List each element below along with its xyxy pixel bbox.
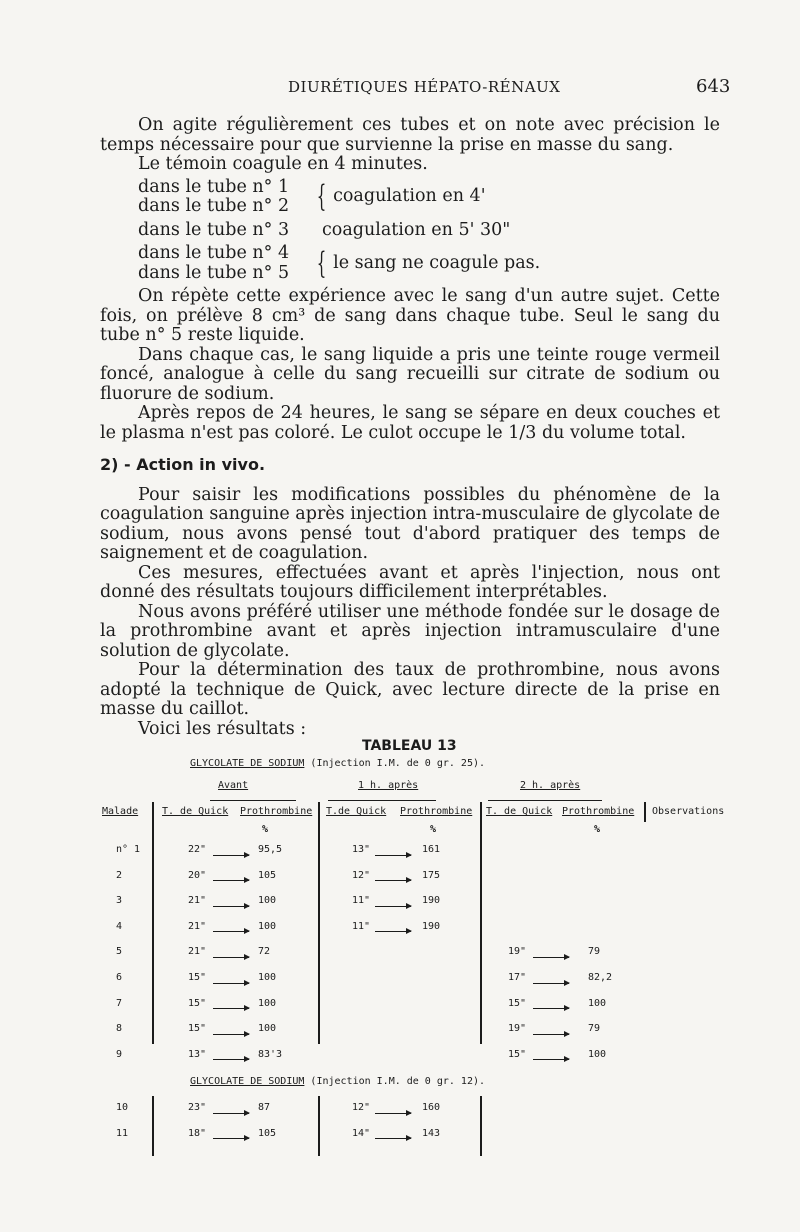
- brace-icon: {: [316, 179, 327, 214]
- cell-avant-proth: 100: [258, 972, 277, 983]
- group-header-1h: 1 h. après: [358, 780, 419, 791]
- paragraph: Après repos de 24 heures, le sang se sépare en deux couches et le plasma n'est pas coloré. Le culot occupe le 1/3 du volume total.: [100, 403, 720, 443]
- cell-1h-time: 11": [352, 895, 371, 907]
- column-header: Prothrombine: [400, 806, 473, 817]
- cell-2h-time: 15": [508, 997, 527, 1009]
- row-malade: 4: [116, 920, 123, 932]
- table-caption: GLYCOLATE DE SODIUM (Injection I.M. de 0 gr. 12).: [190, 1076, 486, 1087]
- tube-result: coagulation en 4': [333, 186, 486, 207]
- cell-avant-proth: 100: [258, 895, 277, 907]
- tube-result: le sang ne coagule pas.: [333, 252, 541, 273]
- cell-avant-proth: 105: [258, 869, 277, 881]
- cell-avant-proth: 100: [258, 997, 277, 1009]
- arrow-icon: [210, 901, 252, 912]
- row-malade: 11: [116, 1127, 129, 1139]
- brace-icon: {: [316, 245, 327, 281]
- cell-1h-time: 12": [352, 869, 371, 881]
- row-malade: 10: [116, 1102, 129, 1113]
- arrow-icon: [210, 1055, 252, 1066]
- percent-label: %: [430, 824, 437, 835]
- divider: [210, 800, 296, 801]
- cell-avant-time: 20": [188, 869, 207, 881]
- tube-group: [138, 178, 720, 217]
- paragraph: Nous avons préféré utiliser une méthode fondée sur le dosage de la prothrombine avant et après injection intramusculaire d'une solution de glycolate.: [100, 601, 720, 661]
- arrow-icon: [372, 927, 414, 938]
- cell-1h-proth: 175: [422, 869, 441, 881]
- arrow-icon: [210, 850, 252, 861]
- column-rule: [318, 1096, 320, 1156]
- cell-avant-time: 15": [188, 972, 207, 983]
- cell-avant-proth: 83'3: [258, 1048, 283, 1060]
- arrow-icon: [210, 876, 252, 887]
- paragraph: Le témoin coagule en 4 minutes.: [138, 154, 428, 174]
- arrow-icon: [210, 927, 252, 938]
- cell-1h-time: 14": [352, 1127, 371, 1139]
- arrow-icon: [530, 978, 572, 989]
- column-rule: [480, 802, 482, 1044]
- paragraph: Voici les résultats :: [138, 718, 307, 739]
- column-rule: [152, 802, 154, 1044]
- tube-results: [100, 178, 720, 284]
- running-title: DIURÉTIQUES HÉPATO-RÉNAUX: [288, 78, 561, 96]
- column-header: T. de Quick: [162, 806, 229, 817]
- cell-2h-time: 19": [508, 946, 527, 958]
- cell-avant-time: 21": [188, 895, 207, 907]
- cell-avant-proth: 87: [258, 1102, 271, 1113]
- cell-2h-time: 19": [508, 1023, 527, 1035]
- arrow-icon: [372, 1134, 414, 1145]
- percent-label: %: [262, 824, 269, 835]
- row-malade: n° 1: [116, 844, 141, 855]
- arrow-icon: [372, 901, 414, 912]
- cell-avant-time: 15": [188, 997, 207, 1009]
- column-rule: [480, 1096, 482, 1156]
- column-header: Malade: [102, 806, 139, 817]
- column-header: T.de Quick: [326, 806, 387, 817]
- cell-avant-time: 13": [188, 1048, 207, 1060]
- divider: [328, 800, 436, 801]
- page-number: 643: [696, 76, 731, 97]
- cell-1h-proth: 190: [422, 920, 441, 932]
- section-title: 2) - Action in vivo.: [100, 455, 266, 474]
- tube-line: dans le tube n° 5: [138, 262, 290, 283]
- cell-2h-proth: 79: [588, 946, 601, 958]
- paragraph: On répète cette expérience avec le sang d'un autre sujet. Cette fois, on prélève 8 cm³ de sang dans chaque tube. Seul le sang du tube n° 5 reste liquide.: [100, 286, 720, 345]
- arrow-icon: [530, 1004, 572, 1015]
- arrow-icon: [530, 1055, 572, 1066]
- row-malade: 8: [116, 1023, 123, 1035]
- cell-2h-time: 17": [508, 972, 527, 983]
- cell-2h-proth: 100: [588, 1048, 607, 1060]
- paragraph: Ces mesures, effectuées avant et après l'injection, nous ont donné des résultats toujours difficilement interprétables.: [100, 562, 720, 602]
- row-malade: 2: [116, 869, 123, 881]
- arrow-icon: [210, 1134, 252, 1145]
- arrow-icon: [210, 978, 252, 989]
- row-malade: 9: [116, 1048, 123, 1060]
- column-rule: [644, 802, 646, 822]
- page-header: [0, 76, 800, 100]
- row-malade: 7: [116, 997, 123, 1009]
- cell-1h-proth: 161: [422, 844, 441, 855]
- arrow-icon: [530, 1029, 572, 1040]
- cell-1h-proth: 143: [422, 1127, 441, 1139]
- cell-avant-time: 22": [188, 844, 207, 855]
- percent-label: %: [594, 824, 601, 835]
- cell-avant-proth: 72: [258, 946, 271, 958]
- cell-1h-time: 12": [352, 1102, 371, 1113]
- group-header-avant: Avant: [218, 780, 249, 791]
- column-header: T. de Quick: [486, 806, 553, 817]
- row-malade: 3: [116, 895, 123, 907]
- tube-line: dans le tube n° 3: [138, 219, 290, 240]
- cell-2h-time: 15": [508, 1048, 527, 1060]
- arrow-icon: [530, 952, 572, 963]
- group-header-2h: 2 h. après: [520, 780, 581, 791]
- cell-2h-proth: 79: [588, 1023, 601, 1035]
- paragraph: Pour saisir les modifications possibles du phénomène de la coagulation sanguine après injection intra-musculaire de glycolate de sodium, nous avons pensé tout d'abord pratiquer des temps de saignement et de coagulation.: [100, 484, 720, 563]
- cell-avant-proth: 105: [258, 1127, 277, 1139]
- row-malade: 5: [116, 946, 123, 958]
- cell-2h-proth: 100: [588, 997, 607, 1009]
- arrow-icon: [210, 1029, 252, 1040]
- tube-line: dans le tube n° 4: [138, 243, 290, 263]
- column-rule: [318, 802, 320, 1044]
- cell-1h-time: 13": [352, 844, 371, 855]
- table-caption: GLYCOLATE DE SODIUM (Injection I.M. de 0 gr. 25).: [190, 758, 486, 769]
- cell-avant-proth: 100: [258, 920, 277, 932]
- column-header: Observations: [652, 806, 725, 817]
- column-header: Prothrombine: [240, 806, 313, 817]
- row-malade: 6: [116, 972, 123, 983]
- cell-1h-proth: 160: [422, 1102, 441, 1113]
- tube-group: [138, 244, 720, 283]
- tube-group: [138, 221, 720, 241]
- cell-avant-time: 21": [188, 920, 207, 932]
- arrow-icon: [372, 850, 414, 861]
- cell-1h-time: 11": [352, 920, 371, 932]
- cell-2h-proth: 82,2: [588, 972, 613, 983]
- arrow-icon: [210, 1004, 252, 1015]
- paragraph: Pour la détermination des taux de prothrombine, nous avons adopté la technique de Quick, avec lecture directe de la prise en masse du caillot.: [100, 660, 720, 719]
- cell-avant-time: 18": [188, 1127, 207, 1139]
- cell-avant-time: 23": [188, 1102, 207, 1113]
- arrow-icon: [210, 1108, 252, 1119]
- column-header: Prothrombine: [562, 806, 635, 817]
- arrow-icon: [372, 1108, 414, 1119]
- cell-avant-proth: 100: [258, 1023, 277, 1035]
- cell-avant-proth: 95,5: [258, 844, 283, 855]
- cell-1h-proth: 190: [422, 895, 441, 907]
- tube-line: dans le tube n° 2: [138, 196, 290, 216]
- paragraph: On agite régulièrement ces tubes et on note avec précision le temps nécessaire pour que survienne la prise en masse du sang.: [100, 115, 720, 155]
- arrow-icon: [210, 952, 252, 963]
- divider: [488, 800, 602, 801]
- paragraph: Dans chaque cas, le sang liquide a pris une teinte rouge vermeil foncé, analogue à celle du sang recueilli sur citrate de sodium ou fluorure de sodium.: [100, 344, 720, 404]
- body-text: [100, 116, 720, 739]
- table-title: TABLEAU 13: [362, 738, 457, 754]
- cell-avant-time: 21": [188, 946, 207, 958]
- tube-line: dans le tube n° 1: [138, 176, 290, 197]
- tube-result: coagulation en 5' 30": [322, 219, 511, 240]
- column-rule: [152, 1096, 154, 1156]
- arrow-icon: [372, 876, 414, 887]
- cell-avant-time: 15": [188, 1023, 207, 1035]
